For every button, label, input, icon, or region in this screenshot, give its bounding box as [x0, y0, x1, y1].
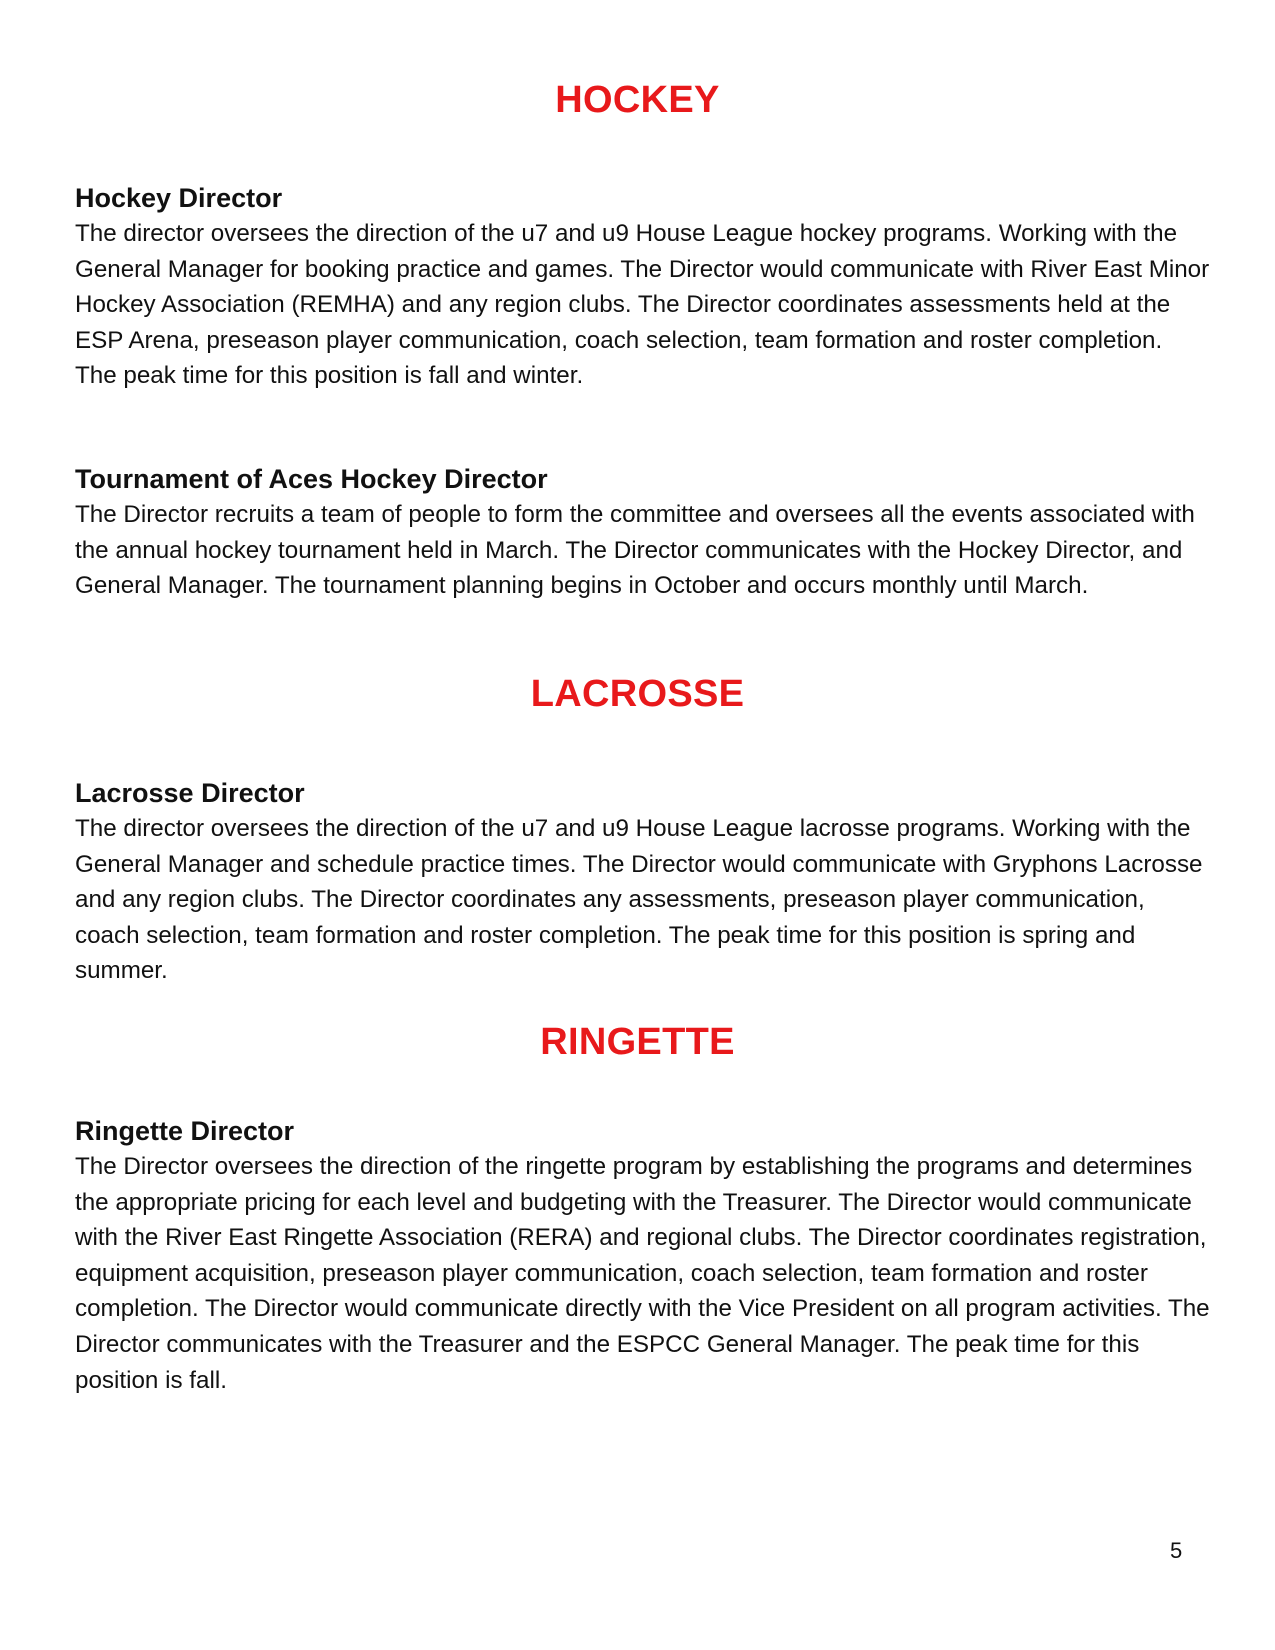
role-ringette-director	[75, 1113, 1210, 1398]
role-description: The director oversees the direction of the u7 and u9 House League lacrosse programs. Working with the General Manager and schedule practice times. The Director would communicate with Gryphons Lacrosse and any region clubs. The Director coordinates any assessments, preseason player communication, coach selection, team formation and roster completion. The peak time for this position is spring and summer.	[75, 815, 1203, 985]
role-description: The director oversees the direction of the u7 and u9 House League hockey programs. Working with the General Manager for booking practice and games. The Director would communicate with River East Minor Hockey Association (REMHA) and any region clubs. The Director coordinates assessments held at the ESP Arena, preseason player communication, coach selection, team formation and roster completion. The peak time for this position is fall and winter.	[75, 220, 1210, 390]
role-description: The Director oversees the direction of the ringette program by establishing the programs and determines the appropriate pricing for each level and budgeting with the Treasurer. The Director would communicate with the River East Ringette Association (RERA) and regional clubs. The Director coordinates registration, equipment acquisition, preseason player communication, coach selection, team formation and roster completion. The Director would communicate directly with the Vice President on all program activities. The Director communicates with the Treasurer and the ESPCC General Manager. The peak time for this position is fall.	[75, 1153, 1210, 1394]
role-title: Hockey Director	[75, 183, 283, 213]
section-title-lacrosse: LACROSSE	[530, 673, 745, 715]
section-title-hockey: HOCKEY	[555, 79, 720, 121]
role-title: Lacrosse Director	[75, 778, 305, 808]
section-title-ringette: RINGETTE	[540, 1021, 735, 1063]
role-hockey-director	[75, 180, 1210, 394]
role-lacrosse-director	[75, 775, 1210, 989]
page-number: 5	[1170, 1538, 1183, 1563]
role-tournament-of-aces-director	[75, 461, 1210, 604]
role-description: The Director recruits a team of people to form the committee and oversees all the events associated with the annual hockey tournament held in March. The Director communicates with the Hockey Director, and General Manager. The tournament planning begins in October and occurs monthly until March.	[75, 501, 1195, 600]
role-title: Tournament of Aces Hockey Director	[75, 464, 548, 494]
role-title: Ringette Director	[75, 1116, 295, 1146]
